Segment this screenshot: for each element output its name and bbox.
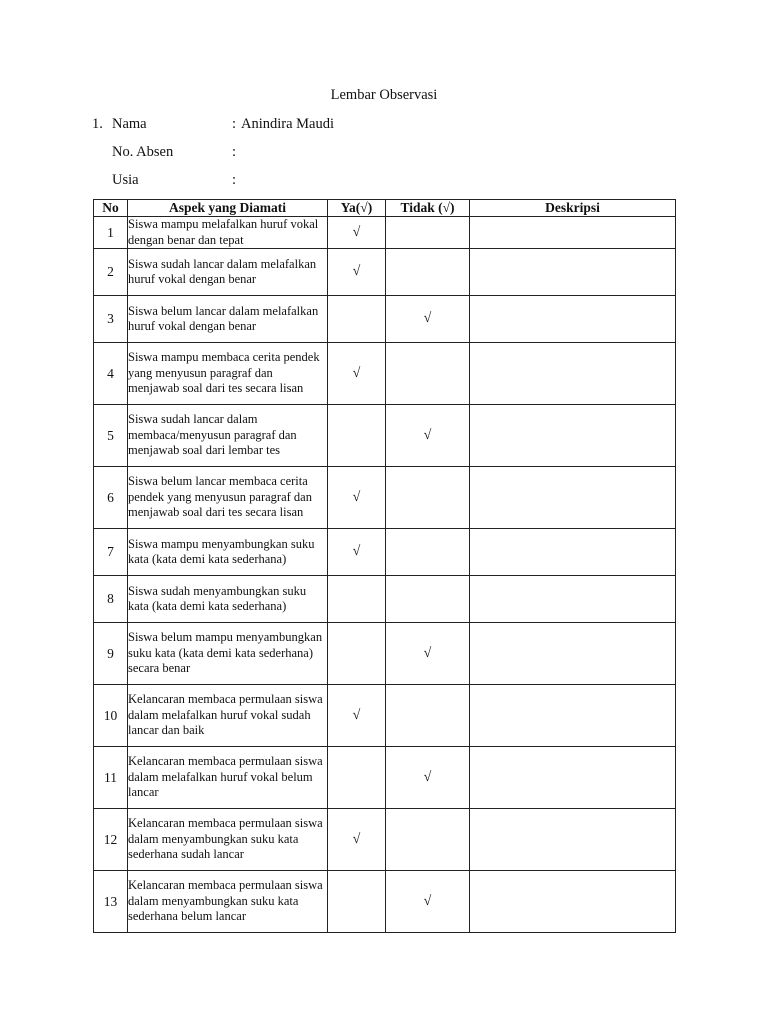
row-tidak-check bbox=[386, 467, 470, 529]
row-number: 4 bbox=[94, 343, 128, 405]
row-deskripsi bbox=[470, 343, 676, 405]
row-aspek: Siswa mampu melafalkan huruf vokal dengan benar dan tepat bbox=[128, 217, 328, 249]
row-deskripsi bbox=[470, 871, 676, 933]
table-row bbox=[94, 249, 676, 296]
row-tidak-check bbox=[386, 529, 470, 576]
row-aspek: Siswa belum lancar dalam melafalkan huruf vokal dengan benar bbox=[128, 296, 328, 343]
row-aspek: Siswa mampu membaca cerita pendek yang menyusun paragraf dan menjawab soal dari tes secara lisan bbox=[128, 343, 328, 405]
row-aspek: Kelancaran membaca permulaan siswa dalam melafalkan huruf vokal sudah lancar dan baik bbox=[128, 685, 328, 747]
row-tidak-check: √ bbox=[386, 623, 470, 685]
row-deskripsi bbox=[470, 249, 676, 296]
row-tidak-check bbox=[386, 809, 470, 871]
row-number: 2 bbox=[94, 249, 128, 296]
row-number: 9 bbox=[94, 623, 128, 685]
observation-table bbox=[93, 199, 676, 933]
table-row bbox=[94, 576, 676, 623]
document-title: Lembar Observasi bbox=[330, 87, 438, 103]
field-colon: : bbox=[232, 172, 237, 188]
row-deskripsi bbox=[470, 576, 676, 623]
table-row bbox=[94, 747, 676, 809]
table-row bbox=[94, 217, 676, 249]
table-row bbox=[94, 809, 676, 871]
header-aspek: Aspek yang Diamati bbox=[128, 200, 328, 217]
row-aspek: Siswa sudah lancar dalam membaca/menyusun paragraf dan menjawab soal dari lembar tes bbox=[128, 405, 328, 467]
row-ya-check bbox=[328, 747, 386, 809]
row-tidak-check bbox=[386, 343, 470, 405]
field-row-no-absen bbox=[92, 144, 592, 164]
row-number: 10 bbox=[94, 685, 128, 747]
field-row-nama bbox=[92, 116, 592, 136]
row-number: 6 bbox=[94, 467, 128, 529]
row-aspek: Kelancaran membaca permulaan siswa dalam menyambungkan suku kata sederhana belum lancar bbox=[128, 871, 328, 933]
row-tidak-check: √ bbox=[386, 871, 470, 933]
row-ya-check: √ bbox=[328, 217, 386, 249]
row-tidak-check bbox=[386, 217, 470, 249]
row-deskripsi bbox=[470, 217, 676, 249]
row-ya-check: √ bbox=[328, 529, 386, 576]
row-ya-check bbox=[328, 623, 386, 685]
field-value-nama: Anindira Maudi bbox=[241, 116, 335, 132]
row-ya-check: √ bbox=[328, 343, 386, 405]
row-deskripsi bbox=[470, 809, 676, 871]
row-deskripsi bbox=[470, 685, 676, 747]
header-no: No bbox=[94, 200, 128, 217]
table-row bbox=[94, 685, 676, 747]
row-ya-check: √ bbox=[328, 809, 386, 871]
row-deskripsi bbox=[470, 529, 676, 576]
row-tidak-check bbox=[386, 576, 470, 623]
row-deskripsi bbox=[470, 405, 676, 467]
table-header-row bbox=[94, 200, 676, 217]
row-number: 11 bbox=[94, 747, 128, 809]
table-row bbox=[94, 871, 676, 933]
row-ya-check bbox=[328, 576, 386, 623]
row-number: 8 bbox=[94, 576, 128, 623]
row-ya-check: √ bbox=[328, 249, 386, 296]
row-ya-check bbox=[328, 296, 386, 343]
row-aspek: Kelancaran membaca permulaan siswa dalam menyambungkan suku kata sederhana sudah lancar bbox=[128, 809, 328, 871]
row-number: 5 bbox=[94, 405, 128, 467]
field-label-usia: Usia bbox=[112, 172, 139, 188]
row-aspek: Siswa belum mampu menyambungkan suku kata (kata demi kata sederhana) secara benar bbox=[128, 623, 328, 685]
header-tidak: Tidak (√) bbox=[386, 200, 470, 217]
field-number: 1. bbox=[92, 116, 103, 132]
row-number: 1 bbox=[94, 217, 128, 249]
row-aspek: Siswa sudah menyambungkan suku kata (kata demi kata sederhana) bbox=[128, 576, 328, 623]
row-number: 12 bbox=[94, 809, 128, 871]
field-label-no-absen: No. Absen bbox=[112, 144, 174, 160]
row-deskripsi bbox=[470, 747, 676, 809]
header-ya: Ya(√) bbox=[328, 200, 386, 217]
row-ya-check bbox=[328, 405, 386, 467]
row-tidak-check bbox=[386, 685, 470, 747]
row-tidak-check: √ bbox=[386, 405, 470, 467]
field-row-usia bbox=[92, 172, 592, 192]
row-aspek: Siswa belum lancar membaca cerita pendek yang menyusun paragraf dan menjawab soal dari tes secara lisan bbox=[128, 467, 328, 529]
table-row bbox=[94, 623, 676, 685]
row-ya-check: √ bbox=[328, 467, 386, 529]
row-number: 13 bbox=[94, 871, 128, 933]
table-row bbox=[94, 296, 676, 343]
table-row bbox=[94, 343, 676, 405]
row-aspek: Siswa mampu menyambungkan suku kata (kata demi kata sederhana) bbox=[128, 529, 328, 576]
row-deskripsi bbox=[470, 623, 676, 685]
row-tidak-check bbox=[386, 249, 470, 296]
row-ya-check bbox=[328, 871, 386, 933]
row-tidak-check: √ bbox=[386, 296, 470, 343]
row-deskripsi bbox=[470, 296, 676, 343]
field-colon: : bbox=[232, 144, 237, 160]
row-number: 7 bbox=[94, 529, 128, 576]
row-aspek: Siswa sudah lancar dalam melafalkan huruf vokal dengan benar bbox=[128, 249, 328, 296]
row-deskripsi bbox=[470, 467, 676, 529]
row-number: 3 bbox=[94, 296, 128, 343]
table-row bbox=[94, 405, 676, 467]
row-tidak-check: √ bbox=[386, 747, 470, 809]
table-row bbox=[94, 467, 676, 529]
table-row bbox=[94, 529, 676, 576]
field-colon: : bbox=[232, 116, 237, 132]
header-deskripsi: Deskripsi bbox=[470, 200, 676, 217]
field-label-nama: Nama bbox=[112, 116, 147, 132]
row-ya-check: √ bbox=[328, 685, 386, 747]
row-aspek: Kelancaran membaca permulaan siswa dalam melafalkan huruf vokal belum lancar bbox=[128, 747, 328, 809]
